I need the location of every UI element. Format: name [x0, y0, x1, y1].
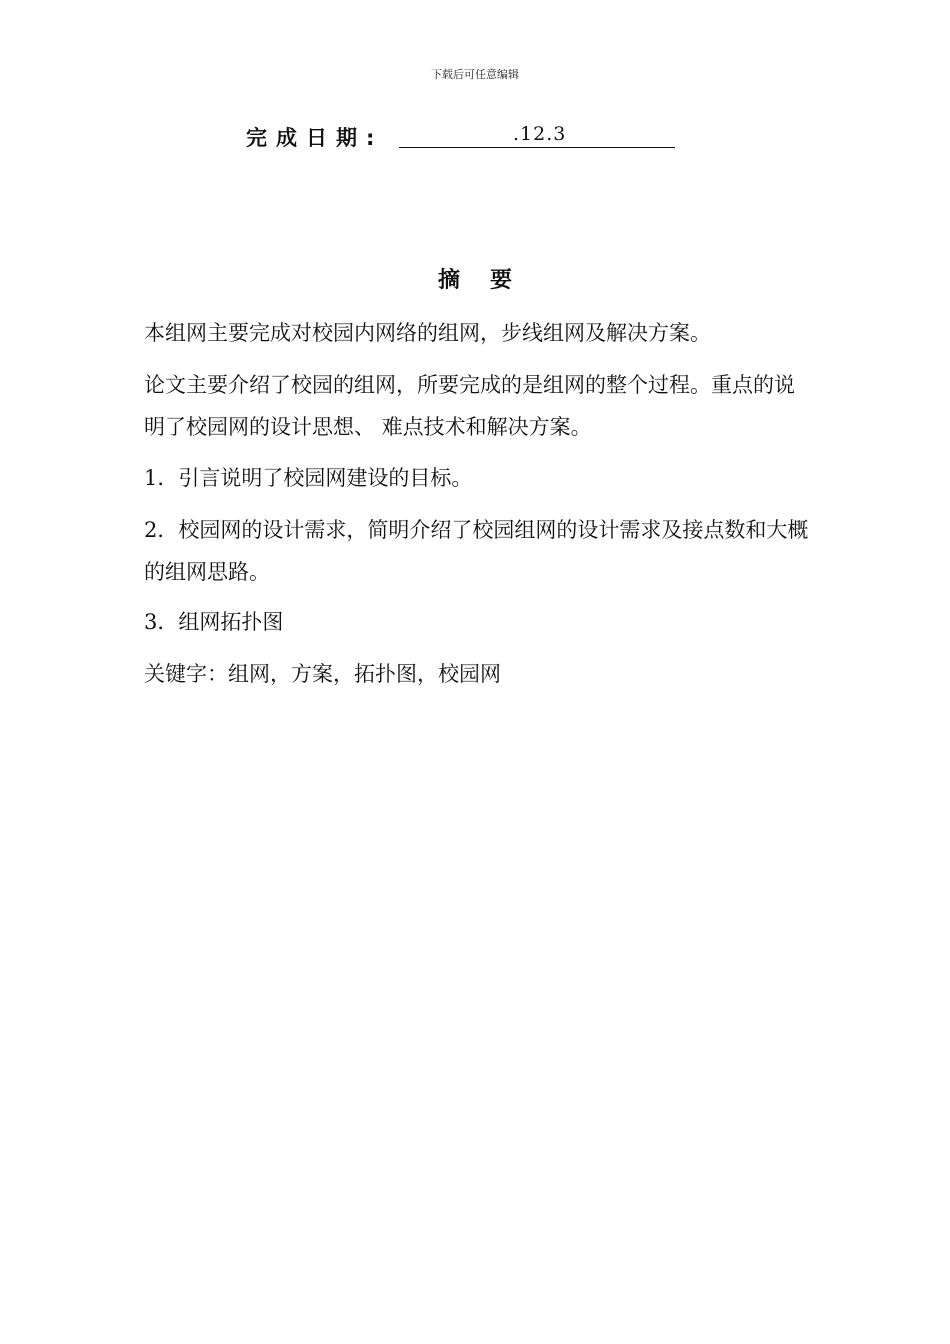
page-header-note: 下载后可任意编辑 — [431, 68, 519, 81]
abstract-item-3 — [144, 601, 814, 643]
item-text: 引言说明了校园网建设的目标。 — [178, 466, 473, 490]
completion-date-underline — [399, 121, 675, 148]
item-number: 2． — [144, 518, 179, 542]
item-number: 3． — [144, 610, 179, 634]
item-text: 组网拓扑图 — [178, 610, 284, 634]
abstract-item-1 — [144, 457, 814, 499]
abstract-title: 摘要 — [437, 268, 542, 293]
item-text: 校园网的设计需求，简明介绍了校园组网的设计需求及接点数和大概的组网思路。 — [144, 518, 809, 584]
item-number: 1． — [144, 466, 179, 490]
completion-date-row — [246, 121, 567, 153]
completion-date-value: .12.3 — [513, 123, 567, 145]
abstract-item-2 — [144, 509, 814, 593]
abstract-paragraph-1: 本组网主要完成对校园内网络的组网，步线组网及解决方案。 — [144, 321, 711, 345]
keywords-line: 关键字：组网，方案，拓扑图，校园网 — [144, 662, 501, 686]
abstract-paragraph-2: 论文主要介绍了校园的组网，所要完成的是组网的整个过程。重点的说明了校园网的设计思想、 难点技术和解决方案。 — [144, 373, 795, 439]
completion-date-label: 完成日期: — [246, 126, 384, 150]
